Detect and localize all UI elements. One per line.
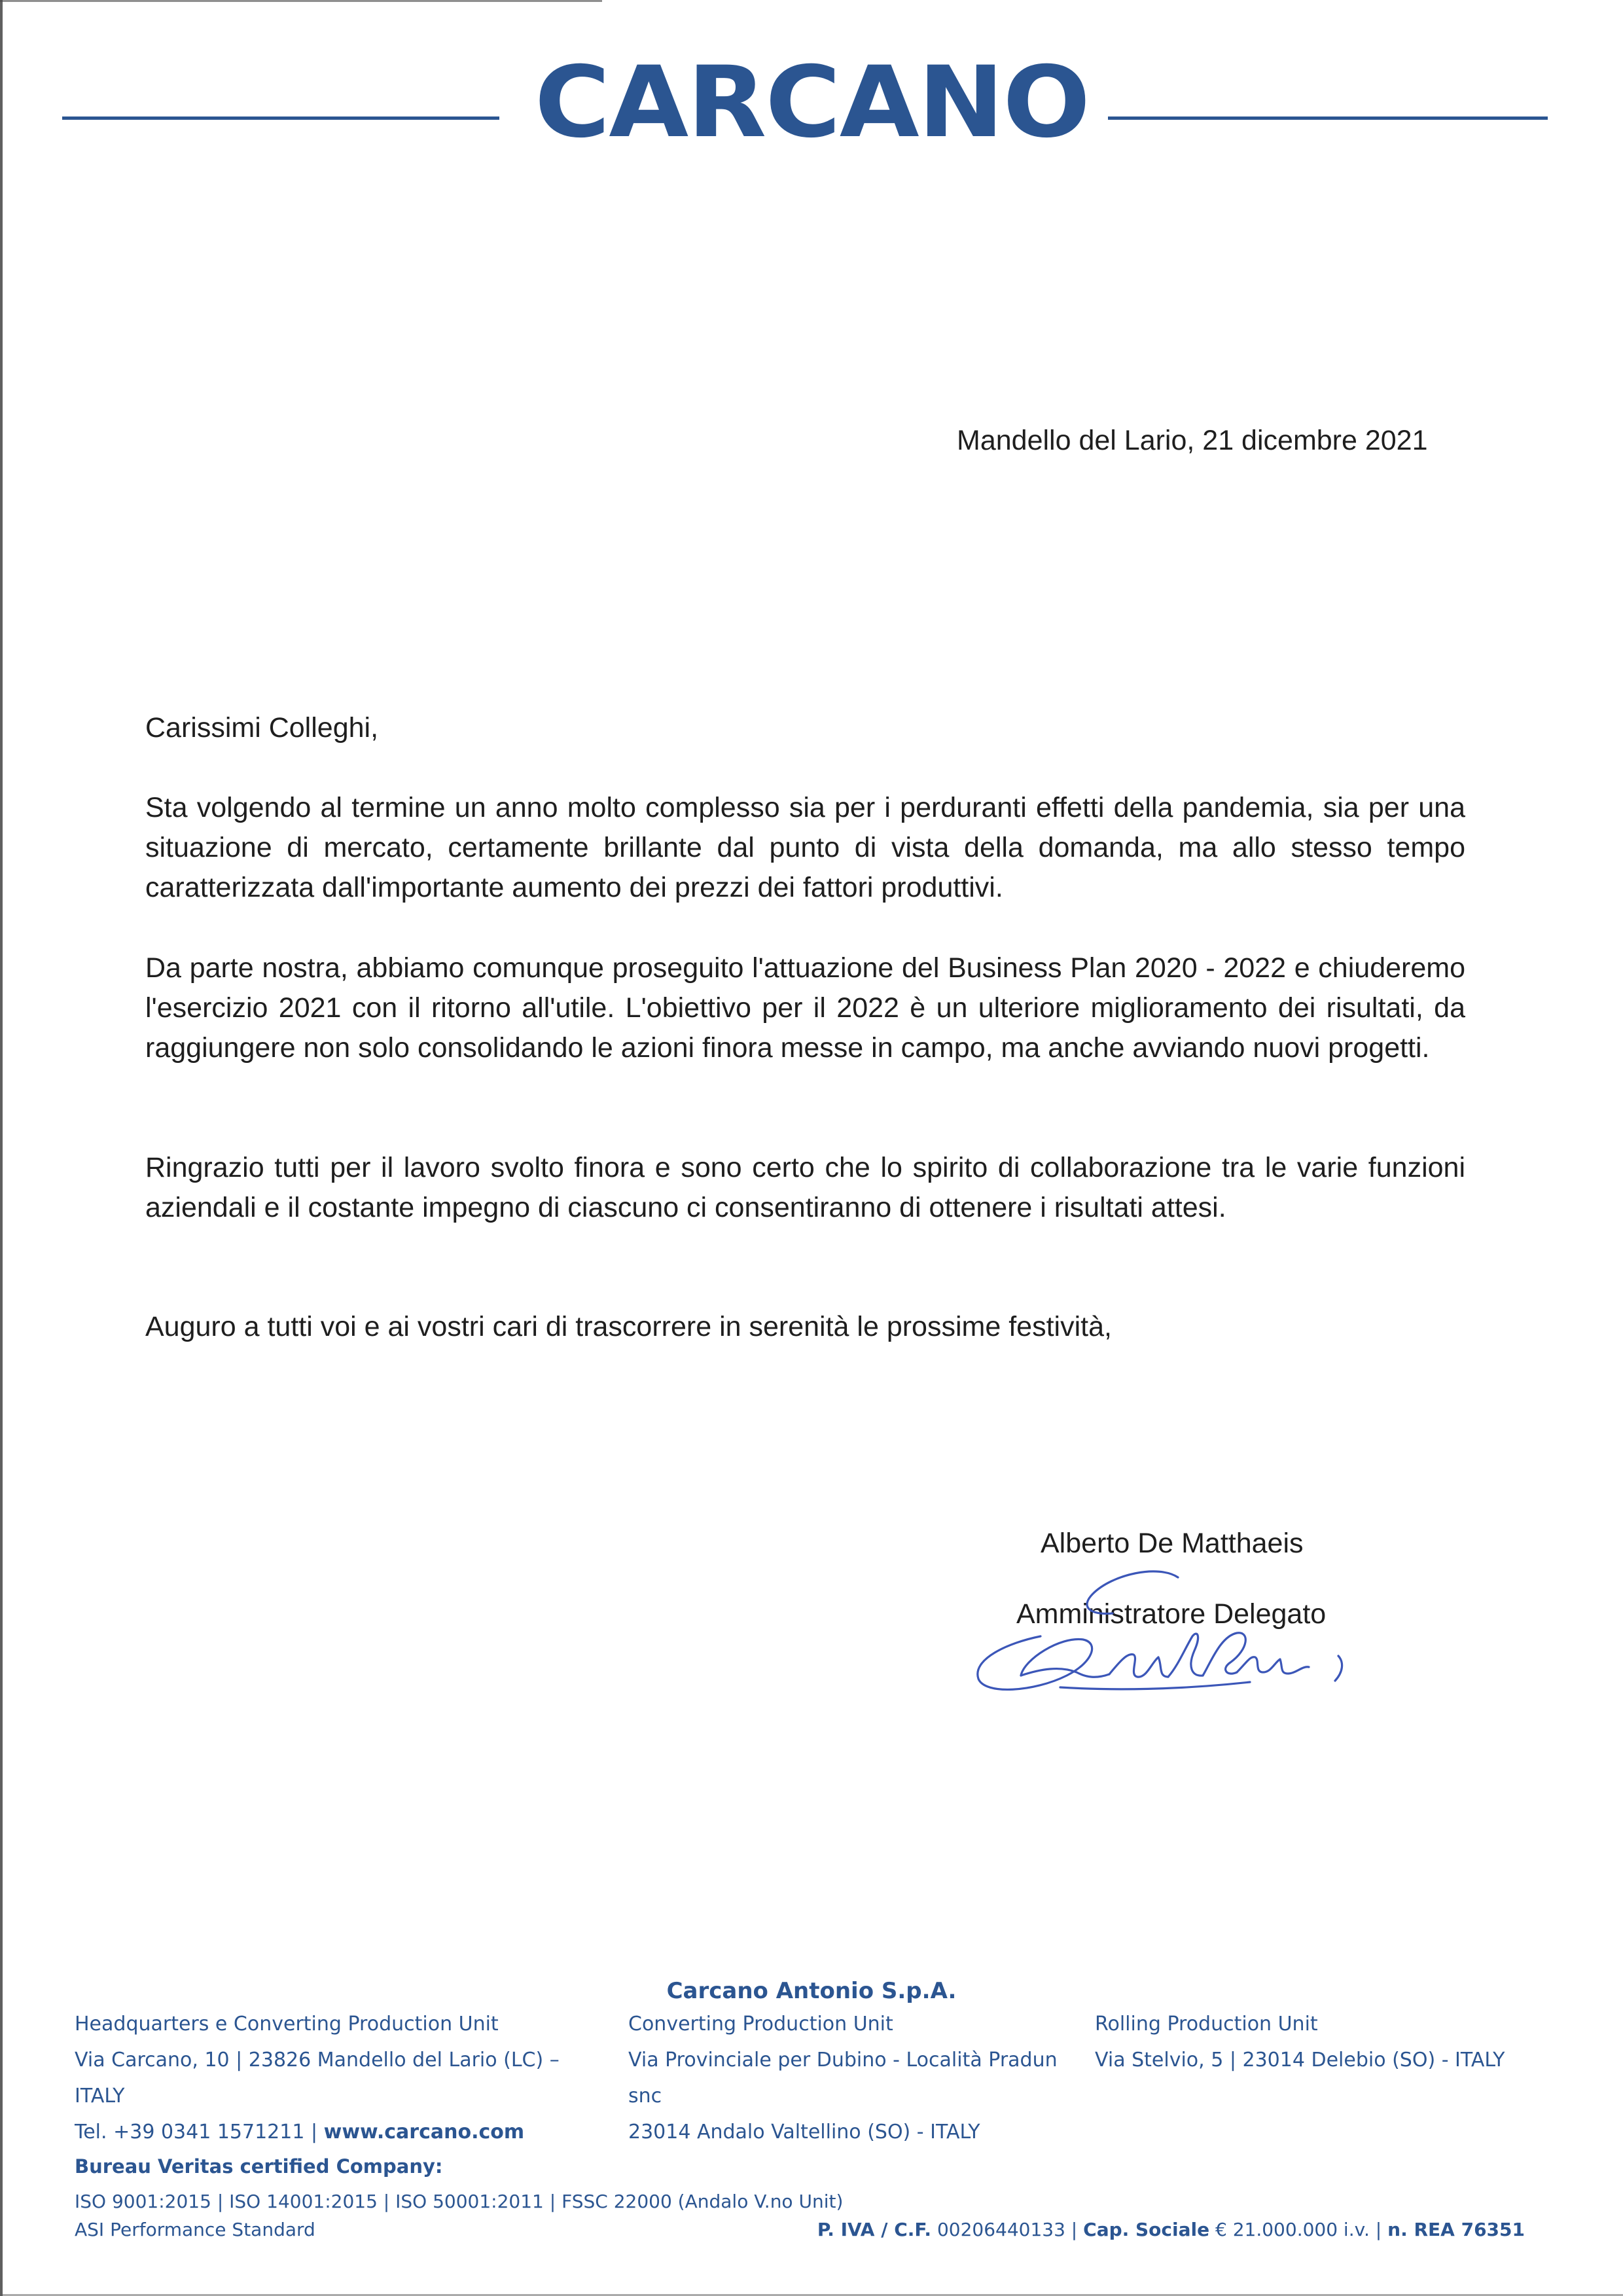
fiscal-info bbox=[817, 2219, 1525, 2240]
paragraph-1: Sta volgendo al termine un anno molto complesso sia per i perduranti effetti della pandemia, sia per una situazione di mercato, certamente brillante dal punto di vista della domanda, ma allo stesso tempo caratterizzata dall'importante aumento dei prezzi dei fattori produttivi. bbox=[145, 792, 1465, 903]
salutation: Carissimi Colleghi, bbox=[145, 712, 379, 744]
date-line: Mandello del Lario, 21 dicembre 2021 bbox=[957, 425, 1428, 456]
rolling-address: Via Stelvio, 5 | 23014 Delebio (SO) - ITALY bbox=[1095, 2049, 1505, 2072]
hq-tel: Tel. +39 0341 1571211 | bbox=[75, 2121, 318, 2144]
footer-rolling-unit bbox=[1095, 2006, 1505, 2078]
converting-address-line2: snc bbox=[628, 2085, 662, 2108]
rolling-title: Rolling Production Unit bbox=[1095, 2013, 1318, 2036]
footer-converting-unit bbox=[628, 2006, 1058, 2150]
hq-address-line1: Via Carcano, 10 | 23826 Mandello del Lario (LC) – bbox=[75, 2049, 560, 2072]
capital-value: € 21.000.000 i.v. | bbox=[1215, 2219, 1382, 2240]
footer-headquarters bbox=[75, 2006, 560, 2150]
asi-standard: ASI Performance Standard bbox=[75, 2219, 315, 2240]
converting-title: Converting Production Unit bbox=[628, 2013, 893, 2036]
converting-address-line1: Via Provinciale per Dubino - Località Pradun bbox=[628, 2049, 1058, 2072]
certification-title: Bureau Veritas certified Company: bbox=[75, 2155, 443, 2178]
hq-title: Headquarters e Converting Production Unit bbox=[75, 2013, 499, 2036]
scan-left-edge bbox=[0, 0, 3, 2296]
hq-contact bbox=[75, 2114, 560, 2150]
handwritten-signature bbox=[962, 1538, 1355, 1708]
capital-label: Cap. Sociale bbox=[1083, 2219, 1210, 2240]
paragraph-3: Ringrazio tutti per il lavoro svolto finora e sono certo che lo spirito di collaborazione tra le varie funzioni aziendali e il costante impegno di ciascuno ci consentiranno di ottenere i risultati attesi. bbox=[145, 1152, 1465, 1223]
closing-line: Auguro a tutti voi e ai vostri cari di trascorrere in serenità le prossime festività, bbox=[145, 1311, 1112, 1342]
signer-role: Amministratore Delegato bbox=[1016, 1598, 1327, 1630]
iso-certifications: ISO 9001:2015 | ISO 14001:2015 | ISO 50001:2011 | FSSC 22000 (Andalo V.no Unit) bbox=[75, 2191, 844, 2212]
hq-website-link[interactable]: www.carcano.com bbox=[323, 2121, 525, 2144]
scan-top-edge bbox=[0, 0, 602, 2]
hq-address-line2: ITALY bbox=[75, 2085, 125, 2108]
piva-value: 00206440133 | bbox=[936, 2219, 1078, 2240]
piva-label: P. IVA / C.F. bbox=[817, 2219, 932, 2240]
rea-number: n. REA 76351 bbox=[1387, 2219, 1525, 2240]
company-logo: CARCANO bbox=[534, 46, 1089, 160]
signer-name: Alberto De Matthaeis bbox=[1041, 1528, 1304, 1559]
paragraph-2: Da parte nostra, abbiamo comunque proseguito l'attuazione del Business Plan 2020 - 2022 e chiuderemo l'esercizio 2021 con il ritorno all'utile. L'obiettivo per il 2022 è un ulteriore miglioramento dei risultati, da raggiungere non solo consolidando le azioni finora messe in campo, ma anche avviando nuovi progetti. bbox=[145, 952, 1465, 1064]
footer-company-name: Carcano Antonio S.p.A. bbox=[666, 1978, 957, 2004]
converting-address-line3: 23014 Andalo Valtellino (SO) - ITALY bbox=[628, 2121, 980, 2144]
